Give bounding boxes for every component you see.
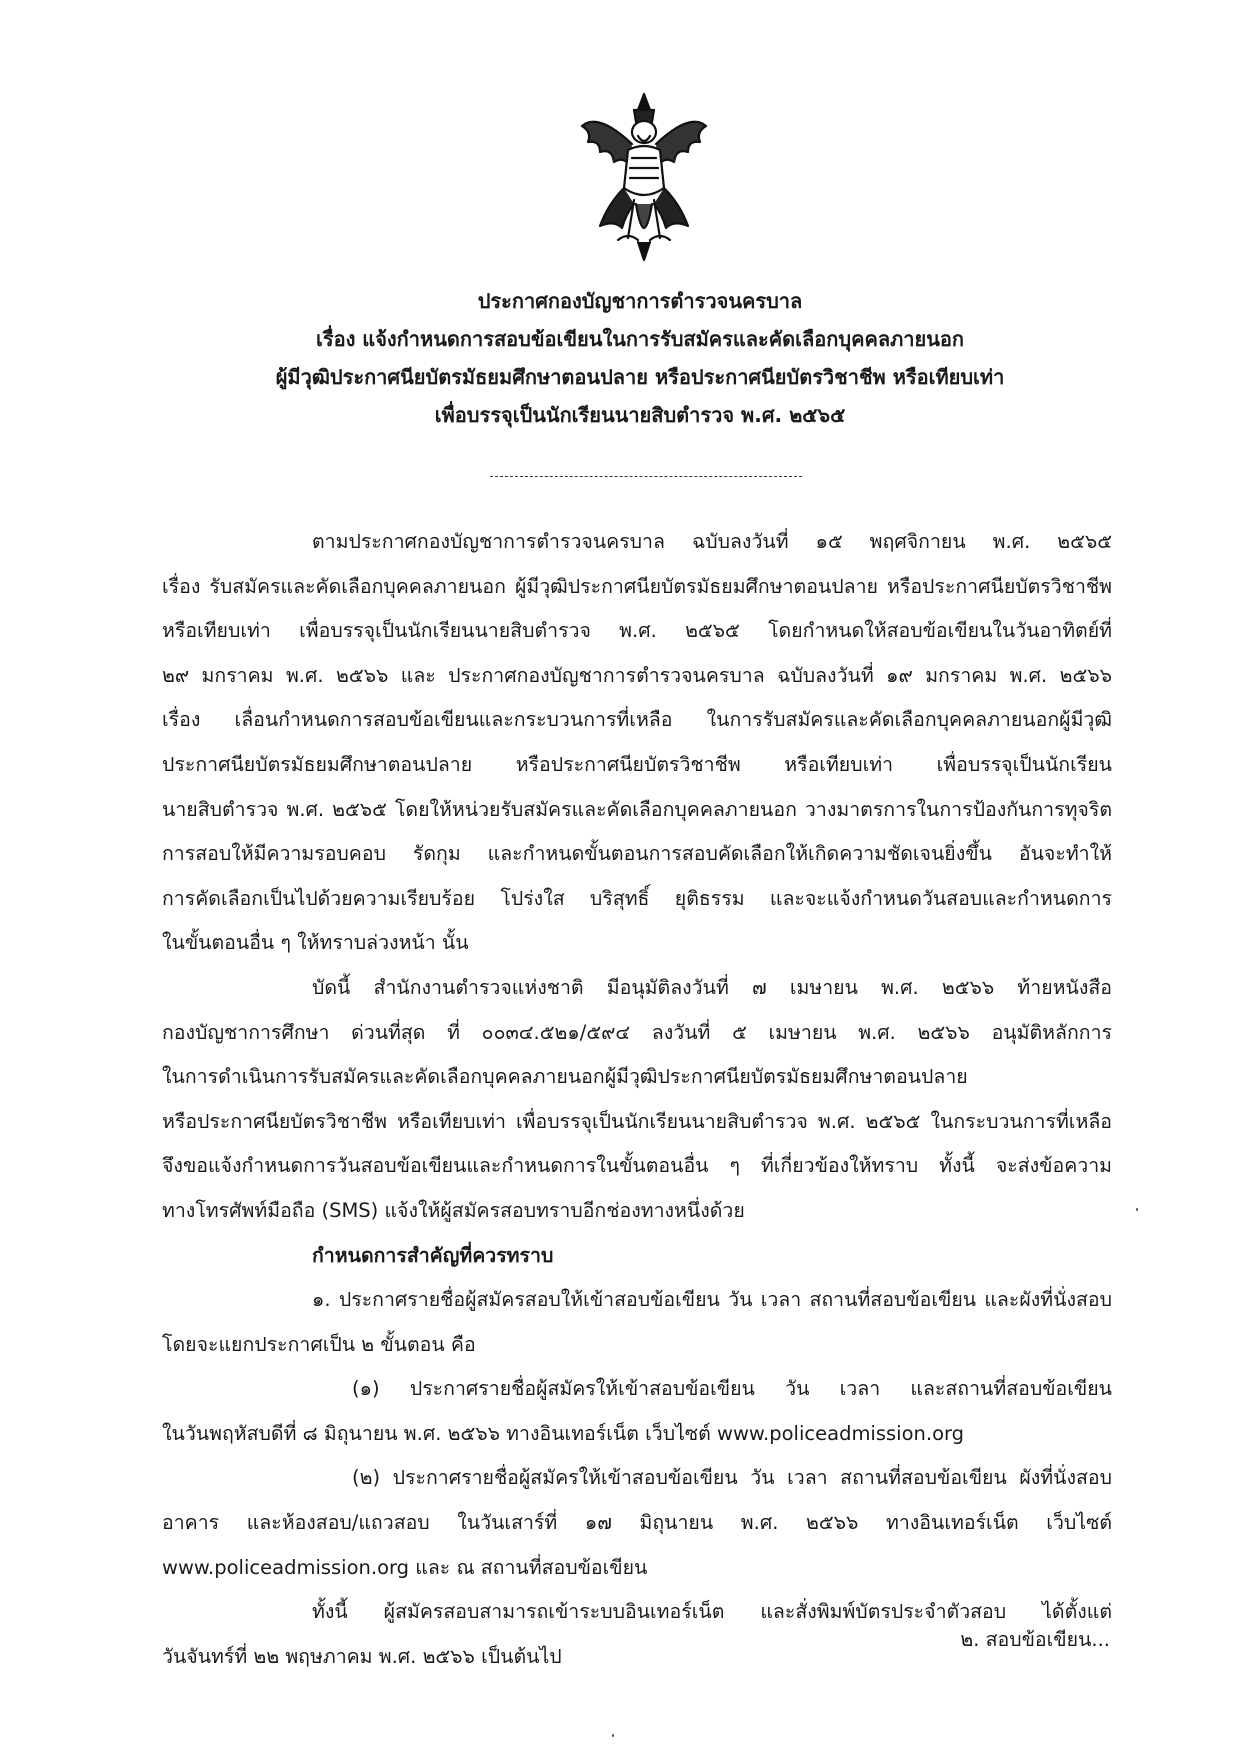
paragraph-line: ทางโทรศัพท์มือถือ (SMS) แจ้งให้ผู้สมัครสอบทราบอีกช่องทางหนึ่งด้วย	[162, 1198, 745, 1222]
sub-item-line: อาคาร และห้องสอบ/แถวสอบ ในวันเสาร์ที่ ๑๗ มิถุนายน พ.ศ. ๒๕๖๖ ทางอินเทอร์เน็ต เว็บไซต์	[162, 1511, 1112, 1535]
title-line: เพื่อบรรจุเป็นนักเรียนนายสิบตำรวจ พ.ศ. ๒๕๖๕	[434, 403, 846, 427]
paragraph-line: ในขั้นตอนอื่น ๆ ให้ทราบล่วงหน้า นั้น	[162, 931, 469, 955]
garuda-emblem-icon	[578, 92, 710, 262]
scan-speck	[1136, 1208, 1138, 1211]
title-line: ประกาศกองบัญชาการตำรวจนครบาล	[477, 289, 803, 313]
sub-item-line: (๒) ประกาศรายชื่อผู้สมัครให้เข้าสอบข้อเขียน วัน เวลา สถานที่สอบข้อเขียน ผังที่นั่งสอบ	[352, 1466, 1112, 1490]
sub-item-line: www.policeadmission.org และ ณ สถานที่สอบข้อเขียน	[162, 1555, 648, 1579]
note-line: วันจันทร์ที่ ๒๒ พฤษภาคม พ.ศ. ๒๕๖๖ เป็นต้นไป	[162, 1644, 562, 1668]
paragraph-line: กองบัญชาการศึกษา ด่วนที่สุด ที่ ๐๐๓๔.๕๒๑/๕๙๔ ลงวันที่ ๕ เมษายน พ.ศ. ๒๕๖๖ อนุมัติหลักการ	[162, 1020, 1112, 1044]
paragraph-line: นายสิบตำรวจ พ.ศ. ๒๕๖๕ โดยให้หน่วยรับสมัครและคัดเลือกบุคคลภายนอก วางมาตรการในการป้องกันการทุจริต	[162, 797, 1112, 821]
section-heading: กำหนดการสำคัญที่ควรทราบ	[312, 1243, 554, 1267]
paragraph-line: หรือประกาศนียบัตรวิชาชีพ หรือเทียบเท่า เพื่อบรรจุเป็นนักเรียนนายสิบตำรวจ พ.ศ. ๒๕๖๕ ในกระบวนการที่เหลือ	[162, 1109, 1112, 1133]
paragraph-line: จึงขอแจ้งกำหนดการวันสอบข้อเขียนและกำหนดการในขั้นตอนอื่น ๆ ที่เกี่ยวข้องให้ทราบ ทั้งนี้ จะส่งข้อความ	[162, 1154, 1112, 1178]
title-divider	[490, 476, 802, 477]
sub-item-line: ในวันพฤหัสบดีที่ ๘ มิถุนายน พ.ศ. ๒๕๖๖ ทางอินเทอร์เน็ต เว็บไซต์ www.policeadmission.org	[162, 1421, 965, 1445]
sub-item-line: (๑) ประกาศรายชื่อผู้สมัครให้เข้าสอบข้อเขียน วัน เวลา และสถานที่สอบข้อเขียน	[352, 1377, 1112, 1401]
continuation-text: ๒. สอบข้อเขียน...	[960, 1628, 1110, 1651]
paragraph-line: ในการดำเนินการรับสมัครและคัดเลือกบุคคลภายนอกผู้มีวุฒิประกาศนียบัตรมัธยมศึกษาตอนปลาย	[162, 1065, 968, 1089]
note-line: ทั้งนี้ ผู้สมัครสอบสามารถเข้าระบบอินเทอร์เน็ต และสั่งพิมพ์บัตรประจำตัวสอบ ได้ตั้งแต่	[312, 1600, 1112, 1624]
paragraph-line: บัดนี้ สำนักงานตำรวจแห่งชาติ มีอนุมัติลงวันที่ ๗ เมษายน พ.ศ. ๒๕๖๖ ท้ายหนังสือ	[312, 975, 1112, 999]
paragraph-line: การคัดเลือกเป็นไปด้วยความเรียบร้อย โปร่งใส บริสุทธิ์ ยุติธรรม และจะแจ้งกำหนดวันสอบและกำหนดการ	[162, 886, 1112, 910]
paragraph-line: ๒๙ มกราคม พ.ศ. ๒๕๖๖ และ ประกาศกองบัญชาการตำรวจนครบาล ฉบับลงวันที่ ๑๙ มกราคม พ.ศ. ๒๕๖๖	[162, 663, 1112, 687]
paragraph-line: ประกาศนียบัตรมัธยมศึกษาตอนปลาย หรือประกาศนียบัตรวิชาชีพ หรือเทียบเท่า เพื่อบรรจุเป็นนักเรียน	[162, 752, 1112, 776]
paragraph-line: เรื่อง รับสมัครและคัดเลือกบุคคลภายนอก ผู้มีวุฒิประกาศนียบัตรมัธยมศึกษาตอนปลาย หรือประกาศนียบัตรวิชาชีพ	[162, 574, 1112, 598]
title-line: เรื่อง แจ้งกำหนดการสอบข้อเขียนในการรับสมัครและคัดเลือกบุคคลภายนอก	[315, 327, 965, 351]
paragraph-line: ตามประกาศกองบัญชาการตำรวจนครบาล ฉบับลงวันที่ ๑๕ พฤศจิกายน พ.ศ. ๒๕๖๕	[312, 530, 1112, 553]
announcement-title	[140, 282, 1140, 434]
paragraph-line: หรือเทียบเท่า เพื่อบรรจุเป็นนักเรียนนายสิบตำรวจ พ.ศ. ๒๕๖๕ โดยกำหนดให้สอบข้อเขียนในวันอาทิตย์ที่	[162, 619, 1112, 643]
paragraph-line: การสอบให้มีความรอบคอบ รัดกุม และกำหนดขั้นตอนการสอบคัดเลือกให้เกิดความชัดเจนยิ่งขึ้น อันจะทำให้	[162, 842, 1112, 866]
list-item-line: ๑. ประกาศรายชื่อผู้สมัครสอบให้เข้าสอบข้อเขียน วัน เวลา สถานที่สอบข้อเขียน และผังที่นั่งสอบ	[312, 1288, 1112, 1312]
document-body	[162, 520, 1112, 1679]
paragraph-line: เรื่อง เลื่อนกำหนดการสอบข้อเขียนและกระบวนการที่เหลือ ในการรับสมัครและคัดเลือกบุคคลภายนอกผู้มีวุฒิ	[162, 708, 1112, 732]
scan-speck	[612, 1734, 614, 1737]
title-line: ผู้มีวุฒิประกาศนียบัตรมัธยมศึกษาตอนปลาย หรือประกาศนียบัตรวิชาชีพ หรือเทียบเท่า	[275, 365, 1005, 389]
list-item-line: โดยจะแยกประกาศเป็น ๒ ขั้นตอน คือ	[162, 1332, 476, 1356]
